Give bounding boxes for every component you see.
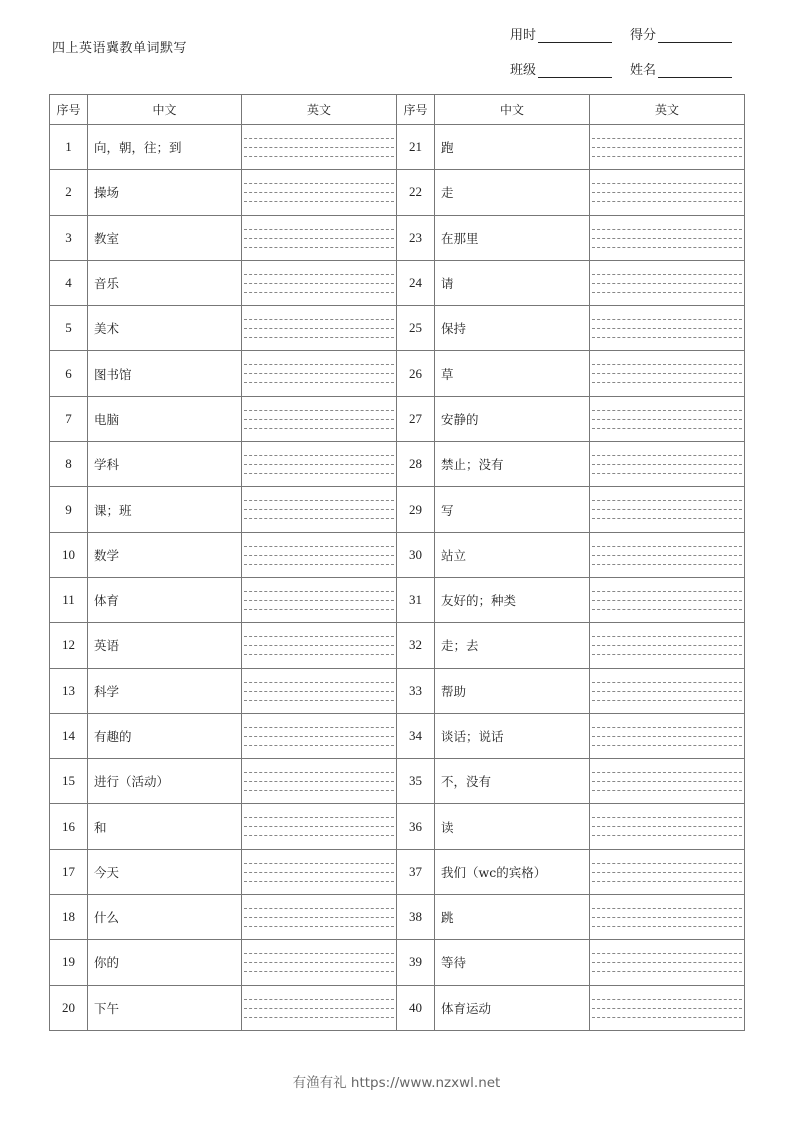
writing-guide-line [592, 953, 742, 954]
english-answer-right[interactable] [590, 623, 745, 668]
writing-guide-line [244, 455, 394, 456]
english-answer-right[interactable] [590, 215, 745, 260]
english-answer-right[interactable] [590, 487, 745, 532]
writing-guide-line [244, 772, 394, 773]
table-row [50, 804, 745, 849]
english-answer-right[interactable] [590, 260, 745, 305]
writing-guide-line [244, 473, 394, 474]
row-number-right: 35 [397, 759, 435, 804]
chinese-word-right: 保持 [435, 306, 590, 351]
class-field [510, 59, 612, 78]
writing-guide-line [592, 455, 742, 456]
english-answer-left[interactable] [242, 759, 397, 804]
writing-guide-line [592, 1008, 742, 1009]
writing-guide-line [592, 971, 742, 972]
table-body [50, 125, 745, 1031]
writing-guide-line [592, 835, 742, 836]
writing-guide-line [592, 410, 742, 411]
table-row [50, 895, 745, 940]
chinese-word-left: 今天 [88, 849, 242, 894]
english-answer-left[interactable] [242, 804, 397, 849]
writing-guide-line [592, 962, 742, 963]
writing-guide-line [592, 817, 742, 818]
row-number-right: 33 [397, 668, 435, 713]
row-number-left: 9 [50, 487, 88, 532]
chinese-word-left: 科学 [88, 668, 242, 713]
chinese-word-right: 跑 [435, 125, 590, 170]
chinese-word-left: 什么 [88, 895, 242, 940]
writing-guide-line [244, 410, 394, 411]
row-number-right: 27 [397, 396, 435, 441]
writing-guide-line [592, 419, 742, 420]
writing-guide-line [244, 926, 394, 927]
score-label: 得分 [630, 28, 657, 43]
writing-guide-line [244, 691, 394, 692]
chinese-word-right: 走；去 [435, 623, 590, 668]
english-answer-right[interactable] [590, 668, 745, 713]
row-number-right: 30 [397, 532, 435, 577]
row-number-right: 36 [397, 804, 435, 849]
writing-guide-line [592, 863, 742, 864]
writing-guide-line [244, 591, 394, 592]
writing-guide-line [592, 319, 742, 320]
chinese-word-left: 课；班 [88, 487, 242, 532]
english-answer-right[interactable] [590, 940, 745, 985]
row-number-right: 29 [397, 487, 435, 532]
row-number-left: 4 [50, 260, 88, 305]
english-answer-left[interactable] [242, 532, 397, 577]
english-answer-left[interactable] [242, 215, 397, 260]
table-row [50, 985, 745, 1030]
header-zh-left: 中文 [88, 95, 242, 125]
writing-guide-line [592, 382, 742, 383]
row-number-left: 7 [50, 396, 88, 441]
writing-guide-line [592, 509, 742, 510]
writing-guide-line [592, 229, 742, 230]
table-row [50, 260, 745, 305]
writing-guide-line [244, 201, 394, 202]
writing-guide-line [244, 917, 394, 918]
writing-guide-line [244, 682, 394, 683]
writing-guide-line [244, 156, 394, 157]
writing-guide-line [592, 147, 742, 148]
table-row [50, 713, 745, 758]
writing-guide-line [592, 691, 742, 692]
writing-guide-line [244, 600, 394, 601]
header-num-right: 序号 [397, 95, 435, 125]
header-num-left: 序号 [50, 95, 88, 125]
english-answer-left[interactable] [242, 442, 397, 487]
writing-guide-line [592, 736, 742, 737]
writing-guide-line [244, 881, 394, 882]
row-number-left: 12 [50, 623, 88, 668]
writing-guide-line [244, 953, 394, 954]
english-answer-left[interactable] [242, 351, 397, 396]
chinese-word-left: 和 [88, 804, 242, 849]
time-blank[interactable] [538, 29, 612, 43]
chinese-word-right: 体育运动 [435, 985, 590, 1030]
info-row-time-score [510, 24, 732, 43]
english-answer-left[interactable] [242, 125, 397, 170]
row-number-right: 22 [397, 170, 435, 215]
english-answer-right[interactable] [590, 895, 745, 940]
footer-watermark: 有渔有礼 https://www.nzxwl.net [292, 1075, 501, 1091]
writing-guide-line [244, 971, 394, 972]
writing-guide-line [244, 781, 394, 782]
english-answer-left[interactable] [242, 577, 397, 622]
row-number-left: 6 [50, 351, 88, 396]
writing-guide-line [244, 319, 394, 320]
table-row [50, 170, 745, 215]
header-en-left: 英文 [242, 95, 397, 125]
english-answer-right[interactable] [590, 713, 745, 758]
english-answer-right[interactable] [590, 125, 745, 170]
writing-guide-line [592, 337, 742, 338]
writing-guide-line [592, 772, 742, 773]
row-number-right: 32 [397, 623, 435, 668]
info-row-class-name [510, 59, 732, 78]
row-number-left: 19 [50, 940, 88, 985]
table-row [50, 940, 745, 985]
writing-guide-line [592, 654, 742, 655]
chinese-word-left: 向，朝，往；到 [88, 125, 242, 170]
writing-guide-line [592, 872, 742, 873]
english-answer-left[interactable] [242, 623, 397, 668]
writing-guide-line [592, 908, 742, 909]
writing-guide-line [592, 138, 742, 139]
writing-guide-line [244, 555, 394, 556]
english-answer-left[interactable] [242, 487, 397, 532]
score-blank[interactable] [658, 29, 732, 43]
row-number-left: 10 [50, 532, 88, 577]
table-row [50, 623, 745, 668]
row-number-right: 40 [397, 985, 435, 1030]
writing-guide-line [244, 238, 394, 239]
english-answer-left[interactable] [242, 306, 397, 351]
writing-guide-line [244, 999, 394, 1000]
writing-guide-line [244, 229, 394, 230]
row-number-left: 2 [50, 170, 88, 215]
table-row [50, 577, 745, 622]
chinese-word-left: 数学 [88, 532, 242, 577]
writing-guide-line [244, 500, 394, 501]
writing-guide-line [592, 183, 742, 184]
row-number-left: 1 [50, 125, 88, 170]
row-number-left: 16 [50, 804, 88, 849]
row-number-right: 25 [397, 306, 435, 351]
class-blank[interactable] [538, 64, 612, 78]
row-number-right: 23 [397, 215, 435, 260]
writing-guide-line [244, 1017, 394, 1018]
writing-guide-line [592, 917, 742, 918]
english-answer-right[interactable] [590, 396, 745, 441]
writing-guide-line [244, 790, 394, 791]
writing-guide-line [592, 600, 742, 601]
table-row [50, 442, 745, 487]
header-en-right: 英文 [590, 95, 745, 125]
writing-guide-line [244, 736, 394, 737]
writing-guide-line [244, 373, 394, 374]
english-answer-left[interactable] [242, 940, 397, 985]
row-number-left: 18 [50, 895, 88, 940]
name-blank[interactable] [658, 64, 732, 78]
writing-guide-line [244, 382, 394, 383]
writing-guide-line [244, 962, 394, 963]
writing-guide-line [244, 183, 394, 184]
writing-guide-line [592, 781, 742, 782]
writing-guide-line [244, 817, 394, 818]
chinese-word-right: 我们（wc的宾格） [435, 849, 590, 894]
chinese-word-right: 请 [435, 260, 590, 305]
chinese-word-left: 教室 [88, 215, 242, 260]
english-answer-left[interactable] [242, 396, 397, 441]
name-label: 姓名 [630, 63, 657, 78]
writing-guide-line [592, 609, 742, 610]
writing-guide-line [244, 509, 394, 510]
writing-guide-line [592, 881, 742, 882]
english-answer-right[interactable] [590, 985, 745, 1030]
table-row [50, 668, 745, 713]
chinese-word-left: 英语 [88, 623, 242, 668]
writing-guide-line [244, 826, 394, 827]
writing-guide-line [244, 636, 394, 637]
writing-guide-line [244, 745, 394, 746]
chinese-word-right: 写 [435, 487, 590, 532]
writing-guide-line [592, 564, 742, 565]
chinese-word-left: 美术 [88, 306, 242, 351]
english-answer-left[interactable] [242, 668, 397, 713]
writing-guide-line [592, 1017, 742, 1018]
chinese-word-right: 友好的；种类 [435, 577, 590, 622]
table-row [50, 351, 745, 396]
class-label: 班级 [510, 63, 537, 78]
chinese-word-right: 走 [435, 170, 590, 215]
writing-guide-line [244, 518, 394, 519]
writing-guide-line [244, 872, 394, 873]
writing-guide-line [244, 337, 394, 338]
writing-guide-line [244, 464, 394, 465]
writing-guide-line [592, 555, 742, 556]
chinese-word-left: 体育 [88, 577, 242, 622]
chinese-word-left: 电脑 [88, 396, 242, 441]
writing-guide-line [592, 283, 742, 284]
writing-guide-line [244, 328, 394, 329]
row-number-right: 38 [397, 895, 435, 940]
writing-guide-line [244, 419, 394, 420]
writing-guide-line [592, 464, 742, 465]
english-answer-right[interactable] [590, 532, 745, 577]
writing-guide-line [592, 682, 742, 683]
english-answer-right[interactable] [590, 306, 745, 351]
row-number-left: 20 [50, 985, 88, 1030]
table-row [50, 215, 745, 260]
writing-guide-line [244, 835, 394, 836]
english-answer-right[interactable] [590, 577, 745, 622]
english-answer-left[interactable] [242, 849, 397, 894]
row-number-right: 39 [397, 940, 435, 985]
writing-guide-line [592, 645, 742, 646]
english-answer-right[interactable] [590, 351, 745, 396]
chinese-word-left: 你的 [88, 940, 242, 985]
writing-guide-line [592, 428, 742, 429]
writing-guide-line [592, 247, 742, 248]
writing-guide-line [592, 201, 742, 202]
writing-guide-line [244, 863, 394, 864]
writing-guide-line [592, 328, 742, 329]
chinese-word-left: 进行（活动） [88, 759, 242, 804]
table-row [50, 396, 745, 441]
english-answer-left[interactable] [242, 713, 397, 758]
score-field [630, 24, 732, 43]
chinese-word-right: 不，没有 [435, 759, 590, 804]
chinese-word-left: 操场 [88, 170, 242, 215]
writing-guide-line [244, 274, 394, 275]
writing-guide-line [244, 700, 394, 701]
writing-guide-line [592, 745, 742, 746]
row-number-left: 5 [50, 306, 88, 351]
writing-guide-line [592, 364, 742, 365]
writing-guide-line [592, 500, 742, 501]
table-row [50, 306, 745, 351]
writing-guide-line [244, 1008, 394, 1009]
writing-guide-line [592, 518, 742, 519]
writing-guide-line [592, 926, 742, 927]
writing-guide-line [592, 192, 742, 193]
table-row [50, 487, 745, 532]
writing-guide-line [592, 700, 742, 701]
worksheet-title: 四上英语冀教单词默写 [52, 41, 188, 56]
writing-guide-line [592, 274, 742, 275]
chinese-word-right: 禁止；没有 [435, 442, 590, 487]
time-field [510, 24, 612, 43]
time-label: 用时 [510, 28, 537, 43]
english-answer-left[interactable] [242, 260, 397, 305]
writing-guide-line [592, 473, 742, 474]
writing-guide-line [244, 654, 394, 655]
chinese-word-left: 图书馆 [88, 351, 242, 396]
writing-guide-line [244, 428, 394, 429]
writing-guide-line [592, 591, 742, 592]
writing-guide-line [592, 727, 742, 728]
row-number-right: 28 [397, 442, 435, 487]
writing-guide-line [244, 645, 394, 646]
writing-guide-line [244, 727, 394, 728]
writing-guide-line [244, 192, 394, 193]
header-zh-right: 中文 [435, 95, 590, 125]
table-row [50, 849, 745, 894]
writing-guide-line [592, 636, 742, 637]
writing-guide-line [592, 546, 742, 547]
writing-guide-line [592, 373, 742, 374]
writing-guide-line [244, 147, 394, 148]
writing-guide-line [244, 609, 394, 610]
writing-guide-line [244, 283, 394, 284]
row-number-left: 3 [50, 215, 88, 260]
table-row [50, 125, 745, 170]
english-answer-right[interactable] [590, 442, 745, 487]
table-header-row [50, 95, 745, 125]
table-row [50, 532, 745, 577]
writing-guide-line [592, 826, 742, 827]
chinese-word-right: 草 [435, 351, 590, 396]
chinese-word-right: 安静的 [435, 396, 590, 441]
row-number-left: 8 [50, 442, 88, 487]
english-answer-right[interactable] [590, 849, 745, 894]
writing-guide-line [244, 247, 394, 248]
writing-guide-line [592, 156, 742, 157]
writing-guide-line [592, 999, 742, 1000]
chinese-word-left: 有趣的 [88, 713, 242, 758]
english-answer-right[interactable] [590, 759, 745, 804]
vocabulary-table [49, 94, 745, 1031]
chinese-word-right: 跳 [435, 895, 590, 940]
writing-guide-line [244, 364, 394, 365]
chinese-word-right: 谈话；说话 [435, 713, 590, 758]
english-answer-left[interactable] [242, 170, 397, 215]
chinese-word-right: 等待 [435, 940, 590, 985]
table-row [50, 759, 745, 804]
writing-guide-line [592, 238, 742, 239]
row-number-right: 24 [397, 260, 435, 305]
chinese-word-left: 音乐 [88, 260, 242, 305]
writing-guide-line [244, 546, 394, 547]
chinese-word-left: 学科 [88, 442, 242, 487]
chinese-word-right: 在那里 [435, 215, 590, 260]
english-answer-left[interactable] [242, 895, 397, 940]
chinese-word-right: 帮助 [435, 668, 590, 713]
chinese-word-right: 站立 [435, 532, 590, 577]
english-answer-right[interactable] [590, 804, 745, 849]
english-answer-left[interactable] [242, 985, 397, 1030]
name-field [630, 59, 732, 78]
row-number-left: 11 [50, 577, 88, 622]
english-answer-right[interactable] [590, 170, 745, 215]
row-number-left: 15 [50, 759, 88, 804]
writing-guide-line [244, 908, 394, 909]
row-number-left: 13 [50, 668, 88, 713]
writing-guide-line [244, 564, 394, 565]
writing-guide-line [244, 138, 394, 139]
row-number-right: 26 [397, 351, 435, 396]
chinese-word-right: 读 [435, 804, 590, 849]
row-number-left: 14 [50, 713, 88, 758]
writing-guide-line [592, 790, 742, 791]
writing-guide-line [244, 292, 394, 293]
chinese-word-left: 下午 [88, 985, 242, 1030]
row-number-right: 37 [397, 849, 435, 894]
writing-guide-line [592, 292, 742, 293]
row-number-right: 34 [397, 713, 435, 758]
row-number-right: 31 [397, 577, 435, 622]
row-number-left: 17 [50, 849, 88, 894]
row-number-right: 21 [397, 125, 435, 170]
